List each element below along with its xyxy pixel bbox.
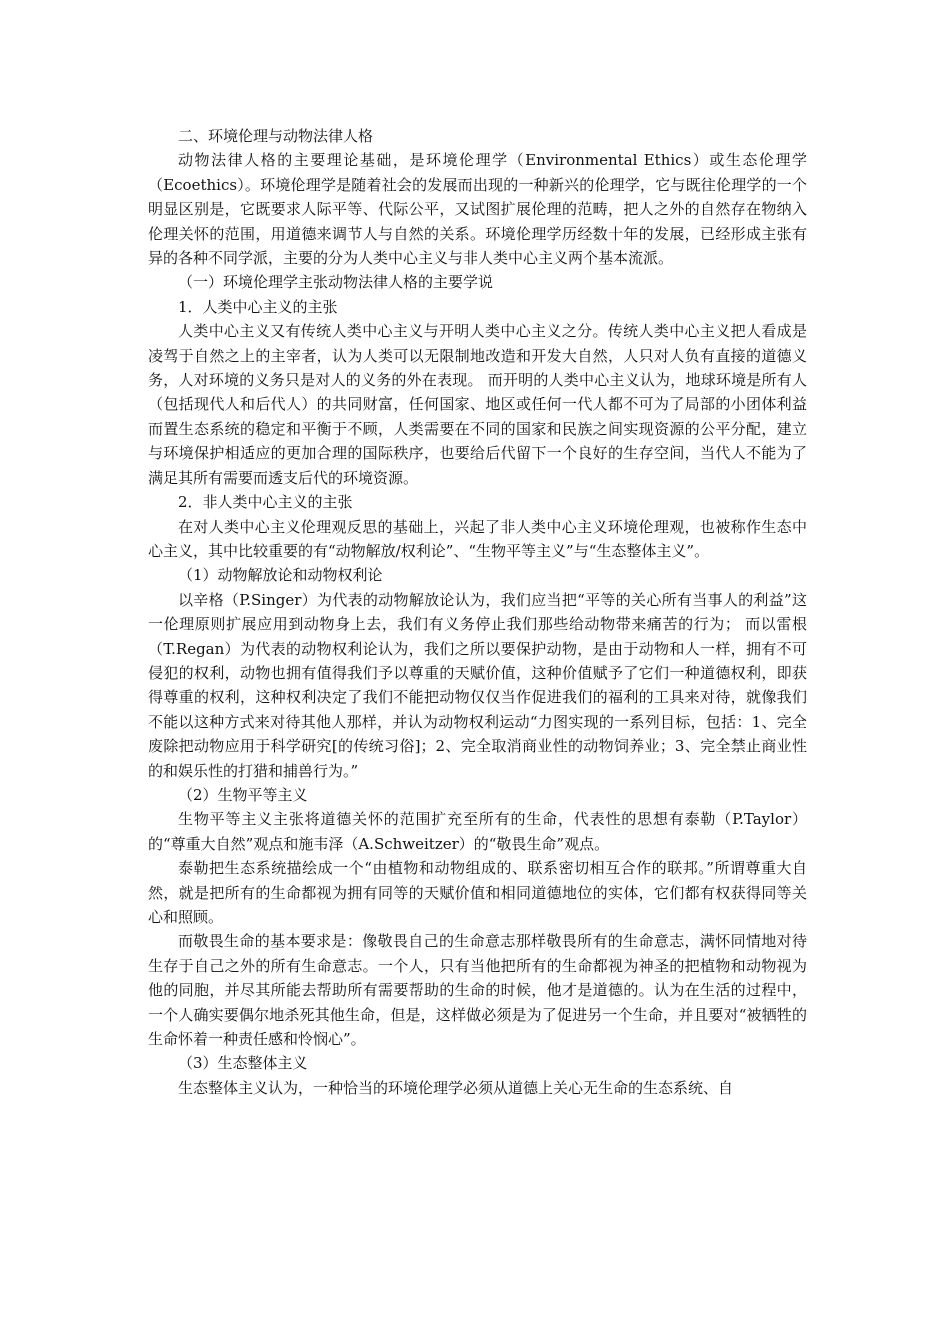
subsection-heading: （1）动物解放论和动物权利论 — [178, 566, 383, 585]
paragraph: 以辛格（P.Singer）为代表的动物解放论认为，我们应当把“平等的关心所有当事人的利益”这一伦理原则扩展应用到动物身上去，我们有义务停止我们那些给动物带来痛苦的行为； 而以雷根（T.Regan）为代表的动物权利论认为，我们之所以要保护动物，是由于动物和人一样，拥有不可侵犯的权利，动物也拥有值得我们予以尊重的天赋价值，这种价值赋予了它们一种道德权利，即获得尊重的权利，这种权利决定了我们不能把动物仅仅当作促进我们的福利的工具来对待，就像我们不能以这种方式来对待其他人那样，并认为动物权利运动“力图实现的一系列目标，包括：1、完全废除把动物应用于科学研究[的传统习俗]；2、完全取消商业性的动物饲养业；3、完全禁止商业性的和娱乐性的打猎和捕兽行为。” — [148, 590, 807, 780]
paragraph: 泰勒把生态系统描绘成一个“由植物和动物组成的、联系密切相互合作的联邦。”所谓尊重大自然，就是把所有的生命都视为拥有同等的天赋价值和相同道德地位的实体，它们都有权获得同等关心和照顾。 — [148, 859, 807, 926]
document-page — [148, 124, 807, 1100]
subsection-heading: （3）生态整体主义 — [178, 1054, 308, 1073]
paragraph: 生物平等主义主张将道德关怀的范围扩充至所有的生命，代表性的思想有泰勒（P.Taylor）的“尊重大自然”观点和施韦泽（A.Schweitzer）的“敬畏生命”观点。 — [148, 810, 807, 853]
subsection-heading: （一）环境伦理学主张动物法律人格的主要学说 — [178, 273, 494, 292]
paragraph: 生态整体主义认为，一种恰当的环境伦理学必须从道德上关心无生命的生态系统、自 — [178, 1078, 734, 1097]
paragraph: 而敬畏生命的基本要求是：像敬畏自己的生命意志那样敬畏所有的生命意志，满怀同情地对待生存于自己之外的所有生命意志。一个人，只有当他把所有的生命都视为神圣的把植物和动物视为他的同胞，并尽其所能去帮助所有需要帮助的生命的时候，他才是道德的。认为在生活的过程中，一个人确实要偶尔地杀死其他生命，但是，这样做必须是为了促进另一个生命，并且要对“被牺牲的生命怀着一种责任感和怜悯心”。 — [148, 932, 807, 1049]
subsection-heading: （2）生物平等主义 — [178, 785, 308, 804]
paragraph: 在对人类中心主义伦理观反思的基础上，兴起了非人类中心主义环境伦理观，也被称作生态中心主义，其中比较重要的有“动物解放/权利论”、“生物平等主义”与“生态整体主义”。 — [148, 517, 807, 560]
paragraph: 动物法律人格的主要理论基础，是环境伦理学（Environmental Ethics）或生态伦理学（Ecoethics）。环境伦理学是随着社会的发展而出现的一种新兴的伦理学，它与既往伦理学的一个明显区别是，它既要求人际平等、代际公平，又试图扩展伦理的范畴，把人之外的自然存在物纳入伦理关怀的范围，用道德来调节人与自然的关系。环境伦理学历经数十年的发展，已经形成主张有异的各种不同学派，主要的分为人类中心主义与非人类中心主义两个基本流派。 — [148, 151, 807, 268]
section-heading: 二、环境伦理与动物法律人格 — [178, 127, 374, 145]
subsection-heading: 2．非人类中心主义的主张 — [178, 493, 353, 512]
paragraph: 人类中心主义又有传统人类中心主义与开明人类中心主义之分。传统人类中心主义把人看成是凌驾于自然之上的主宰者，认为人类可以无限制地改造和开发大自然，人只对人负有直接的道德义务，人对环境的义务只是对人的义务的外在表现。 而开明的人类中心主义认为，地球环境是所有人（包括现代人和后代人）的共同财富，任何国家、地区或任何一代人都不可为了局部的小团体利益而置生态系统的稳定和平衡于不顾，人类需要在不同的国家和民族之间实现资源的公平分配，建立与环境保护相适应的更加合理的国际秩序，也要给后代留下一个良好的生存空间，当代人不能为了满足其所有需要而透支后代的环境资源。 — [148, 322, 807, 487]
subsection-heading: 1．人类中心主义的主张 — [178, 297, 338, 316]
